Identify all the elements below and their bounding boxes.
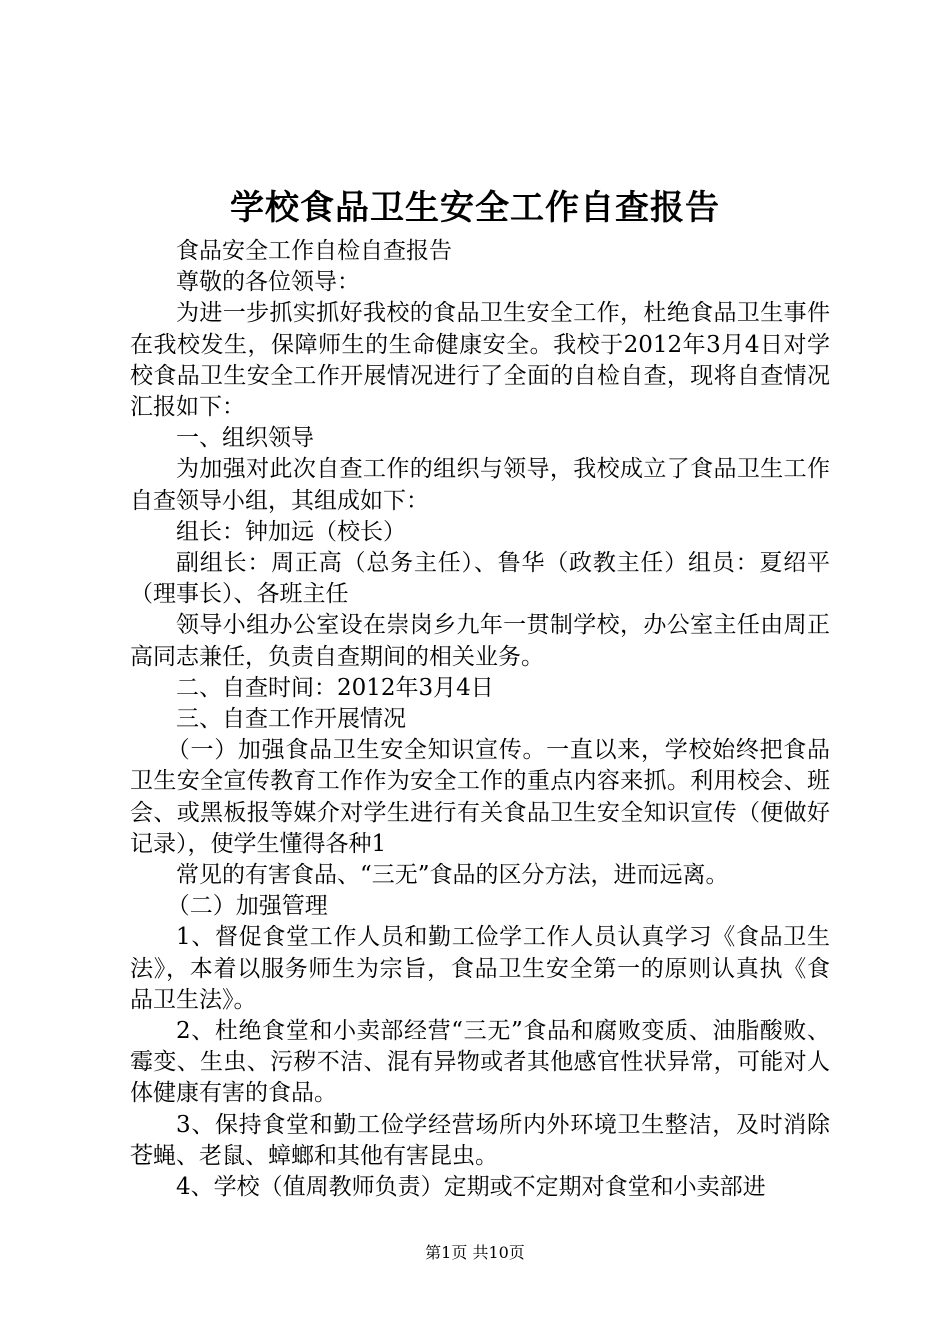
list-item: 2、杜绝食堂和小卖部经营“三无”食品和腐败变质、油脂酸败、霉变、生虫、污秽不洁、混有异物或者其他感官性状异常，可能对人体健康有害的食品。 (130, 1018, 830, 1107)
page-footer: 第1页 共10页 (425, 1243, 525, 1262)
list-item: 4、学校（值周教师负责）定期或不定期对食堂和小卖部进 (176, 1174, 766, 1201)
list-item: 3、保持食堂和勤工俭学经营场所内外环境卫生整洁，及时消除苍蝇、老鼠、蟑螂和其他有害昆虫。 (130, 1111, 830, 1169)
section-heading-1: 一、组织领导 (176, 425, 314, 452)
document-body (130, 236, 830, 1203)
section-heading-3: 三、自查工作开展情况 (176, 706, 406, 733)
paragraph: 副组长：周正高（总务主任）、鲁华（政教主任）组员：夏绍平（理事长）、各班主任 (130, 550, 830, 608)
paragraph-salutation: 尊敬的各位领导： (176, 269, 360, 296)
subsection-heading: （二）加强管理 (166, 893, 328, 920)
document-title: 学校食品卫生安全工作自查报告 (230, 188, 720, 228)
paragraph: （一）加强食品卫生安全知识宣传。一直以来，学校始终把食品卫生安全宣传教育工作作为安全工作的重点内容来抓。利用校会、班会、或黑板报等媒介对学生进行有关食品卫生安全知识宣传（便做好记录），使学生懂得各种1 (130, 737, 830, 857)
list-item: 1、督促食堂工作人员和勤工俭学工作人员认真学习《食品卫生法》，本着以服务师生为宗旨，食品卫生安全第一的原则认真执《食品卫生法》。 (130, 924, 830, 1013)
paragraph: 常见的有害食品、“三无”食品的区分方法，进而远离。 (176, 862, 729, 889)
paragraph: 领导小组办公室设在崇岗乡九年一贯制学校，办公室主任由周正高同志兼任，负责自查期间的相关业务。 (130, 612, 830, 670)
paragraph: 组长：钟加远（校长） (176, 518, 406, 545)
paragraph-heading: 食品安全工作自检自查报告 (176, 238, 452, 264)
paragraph: 为加强对此次自查工作的组织与领导，我校成立了食品卫生工作自查领导小组，其组成如下： (130, 456, 830, 514)
section-heading-2: 二、自查时间：2012年3月4日 (176, 674, 494, 701)
paragraph-intro: 为进一步抓实抓好我校的食品卫生安全工作，杜绝食品卫生事件在我校发生，保障师生的生命健康安全。我校于2012年3月4日对学校食品卫生安全工作开展情况进行了全面的自检自查，现将自查情况汇报如下： (130, 300, 830, 421)
